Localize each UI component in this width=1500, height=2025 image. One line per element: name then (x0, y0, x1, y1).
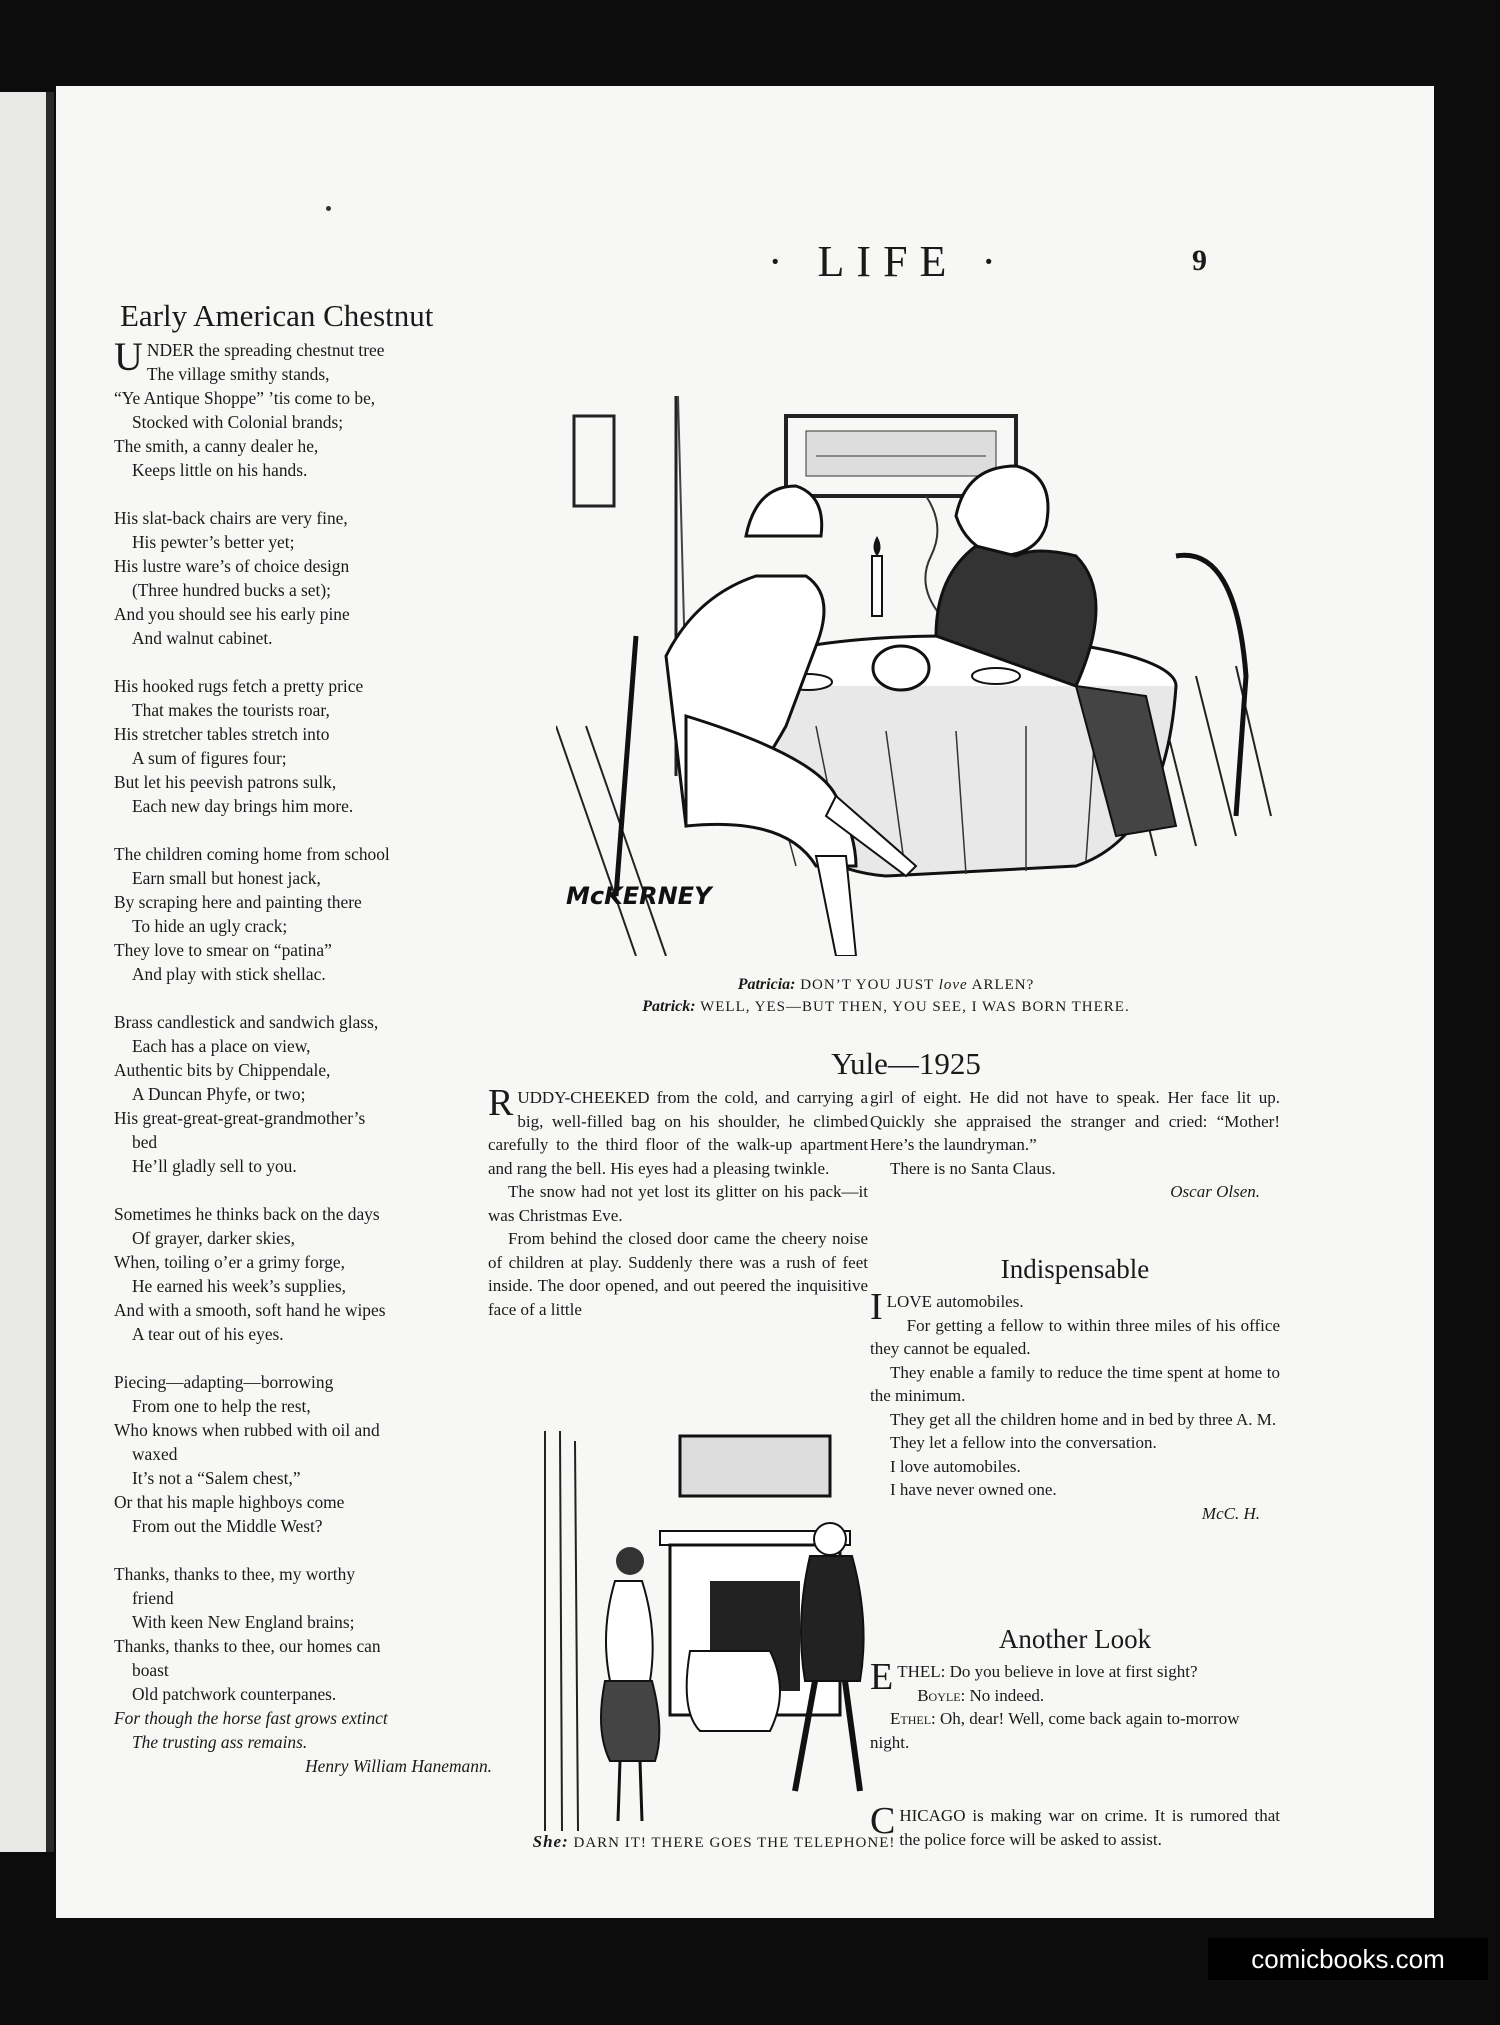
poem-line: waxed (132, 1444, 178, 1464)
speaker-patricia: Patricia: (737, 976, 796, 993)
poem-line: From out the Middle West? (132, 1516, 323, 1536)
poem-line: A Duncan Phyfe, or two; (132, 1084, 306, 1104)
adjacent-page-edge (0, 92, 46, 1852)
paragraph-text: LOVE automobiles. (886, 1292, 1024, 1311)
caption-text: WELL, YES—BUT THEN, YOU SEE, I WAS BORN THERE. (700, 999, 1130, 1015)
stanza-7 (114, 1370, 522, 1538)
cartoon1-caption (526, 974, 1246, 1018)
dialogue-ethel-2 (870, 1707, 1280, 1754)
poem-line: Or that his maple highboys come (114, 1492, 345, 1512)
poem-line: He earned his week’s supplies, (132, 1276, 346, 1296)
poem-line: Earn small but honest jack, (132, 868, 321, 888)
stanza-5 (114, 1010, 522, 1178)
masthead-title: · LIFE · (767, 237, 1009, 286)
poem-line: Of grayer, darker skies, (132, 1228, 295, 1248)
stanza-2 (114, 506, 522, 650)
magazine-page (56, 86, 1434, 1918)
poem-line: Who knows when rubbed with oil and (114, 1420, 380, 1440)
poem-line: With keen New England brains; (132, 1612, 355, 1632)
poem-line: He’ll gladly sell to you. (132, 1156, 297, 1176)
indispensable-line-6: I love automobiles. (890, 1456, 1021, 1476)
poem-line: Thanks, thanks to thee, our homes can (114, 1636, 381, 1656)
poem-line: His stretcher tables stretch into (114, 724, 330, 744)
poem-line: friend (132, 1588, 174, 1608)
poem-line: For though the horse fast grows extinct (114, 1708, 388, 1728)
yule-paragraph-1 (488, 1082, 868, 1180)
telephone-cartoon (540, 1431, 886, 1831)
poem-author: Henry William Hanemann. (305, 1756, 492, 1776)
yule-paragraph-3: From behind the closed door came the cheery noise of children at play. Suddenly there was a rush of feet inside. The door opened, and out peered the inquisitive face of a little (488, 1229, 868, 1319)
drop-cap: I (870, 1286, 883, 1328)
dialogue-boyle (870, 1684, 1280, 1708)
poem-line: Brass candlestick and sandwich glass, (114, 1012, 379, 1032)
stanza-3 (114, 674, 522, 818)
stanza-6 (114, 1202, 522, 1346)
drop-cap: U (114, 334, 143, 379)
page-gutter (46, 92, 54, 1852)
drop-cap: C (870, 1800, 896, 1842)
paragraph-text: No indeed. (969, 1685, 1045, 1705)
paragraph-text: THEL: Do you believe in love at first sight? (897, 1662, 1198, 1681)
poem-line: (Three hundred bucks a set); (132, 580, 331, 600)
indispensable-line-4: They get all the children home and in bed by three A. M. (890, 1409, 1277, 1429)
poem-line: When, toiling o’er a grimy forge, (114, 1252, 346, 1272)
indispensable-author: McC. H. (1201, 1503, 1260, 1523)
speaker-ethel: Ethel: (890, 1709, 936, 1728)
ink-speck (326, 206, 331, 211)
poem-line: Thanks, thanks to thee, my worthy (114, 1564, 356, 1584)
indispensable-body (870, 1286, 1280, 1525)
poem-line: By scraping here and painting there (114, 892, 362, 912)
poem-line: And you should see his early pine (114, 604, 350, 624)
poem-line: They love to smear on “patina” (114, 940, 332, 960)
paragraph-text: HICAGO is making war on crime. It is rumored that the police force will be asked to assist. (899, 1806, 1280, 1849)
poem-line: That makes the tourists roar, (132, 700, 330, 720)
speaker-she: She: (532, 1832, 569, 1851)
tea-table-cartoon (556, 396, 1276, 956)
poem-line: Each new day brings him more. (132, 796, 354, 816)
poem-line: A sum of figures four; (132, 748, 287, 768)
poem-line: His lustre ware’s of choice design (114, 556, 350, 576)
poem-line: NDER the spreading chestnut tree (146, 340, 385, 360)
yule-column-right (870, 1086, 1280, 1204)
poem-line: It’s not a “Salem chest,” (132, 1468, 301, 1488)
chicago-paragraph (870, 1800, 1280, 1851)
poem-line: Authentic bits by Chippendale, (114, 1060, 331, 1080)
poem-line: But let his peevish patrons sulk, (114, 772, 337, 792)
another-look-body (870, 1656, 1280, 1754)
poem-line: Sometimes he thinks back on the days (114, 1204, 380, 1224)
chicago-item (870, 1800, 1280, 1851)
poem-line: Keeps little on his hands. (132, 460, 308, 480)
stanza-8 (114, 1562, 522, 1778)
poem-line: Piecing—adapting—borrowing (114, 1372, 334, 1392)
tea-table-illustration (556, 396, 1276, 956)
poem-line: A tear out of his eyes. (132, 1324, 284, 1344)
poem-line: “Ye Antique Shoppe” ’tis come to be, (114, 388, 376, 408)
indispensable-line-7: I have never owned one. (890, 1480, 1057, 1499)
cartoon2-caption (514, 1831, 914, 1854)
indispensable-line-3: They enable a family to reduce the time spent at home to the minimum. (870, 1362, 1280, 1405)
speaker-boyle: Boyle: (917, 1685, 966, 1705)
indispensable-line-2: For getting a fellow to within three miles of his office they cannot be equaled. (870, 1315, 1280, 1358)
paragraph-text: UDDY-CHEEKED from the cold, and carrying a big, well-filled bag on his shoulder, he climbed carefully to the third floor of the walk-up apartment and rang the bell. His eyes had a pleasing twinkle. (488, 1088, 868, 1178)
poem-line: The children coming home from school (114, 844, 390, 864)
yule-paragraph-5: There is no Santa Claus. (890, 1158, 1056, 1178)
poem-line: His pewter’s better yet; (132, 532, 295, 552)
caption-line-1 (526, 974, 1246, 996)
yule-paragraph-4: girl of eight. He did not have to speak. Her face lit up. Quickly she appraised the stranger and cried: “Mother! Here’s the laundryman.” (870, 1088, 1280, 1154)
stanza-4 (114, 842, 522, 986)
caption-text: DON’T YOU JUST (800, 977, 934, 993)
poem-line: The smith, a canny dealer he, (114, 436, 319, 456)
site-watermark: comicbooks.com (1208, 1938, 1488, 1980)
poem-title: Early American Chestnut (120, 298, 434, 333)
indispensable-line-5: They let a fellow into the conversation. (890, 1433, 1157, 1452)
poem-line: bed (132, 1132, 158, 1152)
caption-line-2 (526, 996, 1246, 1018)
poem-line: From one to help the rest, (132, 1396, 311, 1416)
indispensable-line-1 (870, 1286, 1280, 1328)
drop-cap: E (870, 1656, 894, 1698)
poem-line: To hide an ugly crack; (132, 916, 288, 936)
fireplace-illustration (540, 1431, 886, 1831)
poem-line: Old patchwork counterpanes. (132, 1684, 337, 1704)
poem-line: His hooked rugs fetch a pretty price (114, 676, 364, 696)
poem-line: And play with stick shellac. (132, 964, 326, 984)
poem-line: Each has a place on view, (132, 1036, 311, 1056)
caption-text: ARLEN? (971, 977, 1035, 993)
poem-line: And with a smooth, soft hand he wipes (114, 1300, 386, 1320)
caption-emphasis: love (938, 977, 968, 993)
indispensable-title: Indispensable (1000, 1254, 1150, 1284)
caption-text: DARN IT! THERE GOES THE TELEPHONE! (573, 1835, 896, 1851)
poem-line: Stocked with Colonial brands; (132, 412, 344, 432)
drop-cap: R (488, 1082, 514, 1124)
poem-line: And walnut cabinet. (132, 628, 273, 648)
yule-author: Oscar Olsen. (1170, 1182, 1260, 1201)
poem-line: boast (132, 1660, 169, 1680)
poem-line: His slat-back chairs are very fine, (114, 508, 348, 528)
poem-body (114, 334, 522, 1778)
yule-paragraph-2: The snow had not yet lost its glitter on his pack—it was Christmas Eve. (488, 1182, 868, 1225)
paragraph-text: Oh, dear! Well, come back again to-morrow night. (870, 1709, 1240, 1752)
poem-line: The trusting ass remains. (132, 1732, 308, 1752)
stanza-1 (114, 334, 522, 482)
yule-title: Yule—1925 (831, 1046, 981, 1081)
poem-line: His great-great-great-grandmother’s (114, 1108, 366, 1128)
page-number: 9 (1192, 244, 1207, 277)
another-look-title: Another Look (998, 1624, 1152, 1654)
poem-line: The village smithy stands, (146, 364, 330, 384)
speaker-patrick: Patrick: (642, 998, 696, 1015)
yule-column-left (488, 1082, 868, 1321)
artist-signature: McKERNEY (566, 882, 712, 910)
